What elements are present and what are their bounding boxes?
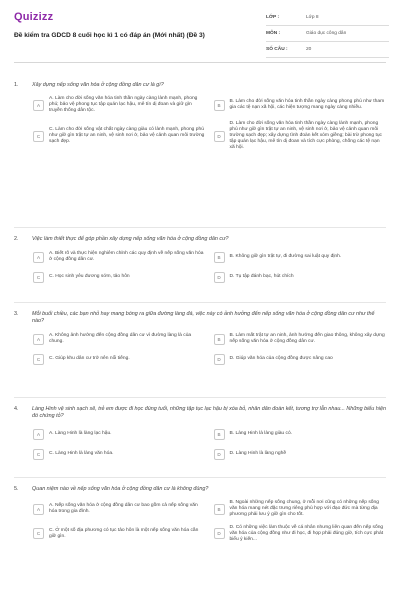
answer-text: A. Làm cho đời sống văn hóa tinh thần ngày càng lành mạnh, phong phú; bảo vệ phong tục tập quán lạc hậu, mê tín dị đoan và giữ gìn truyền thống dân tộc. <box>49 96 198 114</box>
answer-a[interactable] <box>33 250 206 264</box>
document-title: Đề kiểm tra GDCD 8 cuối học kì 1 có đáp án (Mới nhất) (Đề 3) <box>14 32 205 39</box>
answer-letter: D <box>214 272 225 283</box>
answer-d[interactable] <box>214 352 387 366</box>
answer-a[interactable] <box>33 427 206 441</box>
answer-b[interactable] <box>214 96 387 115</box>
answer-letter: C <box>33 528 44 539</box>
answer-letter: A <box>33 252 44 263</box>
answer-b[interactable] <box>214 427 387 441</box>
answer-letter: D <box>214 449 225 460</box>
answer-text: D. Tụ tập đánh bạc, hút chích <box>229 273 294 279</box>
meta-row-subject <box>266 26 389 42</box>
answer-letter: D <box>214 528 225 539</box>
answer-d[interactable] <box>214 525 387 544</box>
answer-c[interactable] <box>33 525 206 544</box>
answer-letter: B <box>214 100 225 111</box>
answer-text: B. Làng Hinh là làng giàu có. <box>229 430 293 436</box>
question-text: Việc làm thiết thực để góp phần xây dựng nếp sống văn hóa ở cộng đồng dân cư? <box>32 236 229 242</box>
question-3 <box>14 311 386 366</box>
answer-text: C. Làng Hinh là làng văn hóa. <box>49 450 114 456</box>
answer-text: C. Giúp khu dân cư trở nên nổi tiếng. <box>49 355 130 361</box>
answer-letter: B <box>214 504 225 515</box>
answer-text: B. Làm mất trật tự an ninh, ảnh hưởng đến giao thông, không xây dựng nếp sống văn hóa ở cộng đồng dân cư. <box>229 332 385 344</box>
question-divider <box>14 227 386 228</box>
answer-d[interactable] <box>214 270 387 284</box>
header <box>0 0 400 62</box>
answer-letter: B <box>214 429 225 440</box>
answer-letter: A <box>33 429 44 440</box>
question-text: Mỗi buổi chiều, các bạn nhỏ hay mang bóng ra giữa đường làng đá, việc này có ảnh hưởng đến nếp sống văn hóa ở cộng đồng dân cư như thế nào? <box>32 311 375 324</box>
answer-text: A. Không ảnh hưởng đến cộng đồng dân cư vì đường làng là của chung. <box>49 332 192 344</box>
answer-c[interactable] <box>33 121 206 152</box>
question-4 <box>14 406 386 461</box>
question-number: 1. <box>14 82 19 88</box>
answer-d[interactable] <box>214 447 387 461</box>
question-text: Làng Hinh vệ sinh sạch sẽ, trẻ em được đi học đúng tuổi, những tập tục lạc hậu bị xóa bỏ, nhân dân đoàn kết, tương trợ lẫn nhau... Những biểu hiện đó chứng tỏ? <box>32 406 386 419</box>
answer-text: B. Không giữ gìn trật tự, đi đường sai luật quy định. <box>229 253 342 259</box>
brand-logo: Quizizz <box>14 11 54 23</box>
answer-letter: A <box>33 504 44 515</box>
answer-letter: C <box>33 131 44 142</box>
answer-a[interactable] <box>33 500 206 519</box>
answer-b[interactable] <box>214 250 387 264</box>
answer-b[interactable] <box>214 500 387 519</box>
meta-table <box>266 10 389 58</box>
answer-a[interactable] <box>33 332 206 346</box>
answer-letter: B <box>214 334 225 345</box>
meta-value: 20 <box>306 47 312 52</box>
meta-value: Lớp 8 <box>306 15 319 20</box>
answer-a[interactable] <box>33 96 206 115</box>
answer-text: D. Làm cho đời sống văn hóa tinh thần ngày càng lành mạnh, phong phú như giữ gìn trật tự an ninh, vệ sinh nơi ở, bảo vệ cảnh quan môi trường sạch đẹp; xây dựng tình đoàn kết xóm giềng; bài trừ phong tục tập quán lạc hậu, mê tín dị đoan và tích cực phòng, chống các tệ nạn xã hội. <box>229 120 383 151</box>
answer-text: D. Giúp văn hóa của cộng đồng được nâng cao <box>229 355 333 361</box>
answer-d[interactable] <box>214 121 387 152</box>
meta-label: LỚP : <box>266 15 280 20</box>
answer-text: C. Học sinh yêu đương sớm, tảo hôn <box>49 273 130 279</box>
answer-letter: C <box>33 449 44 460</box>
answer-letter: D <box>214 131 225 142</box>
question-divider <box>14 302 386 303</box>
question-number: 3. <box>14 311 19 317</box>
question-text: Quan niệm nào về nếp sống văn hóa ở cộng đồng dân cư là không đúng? <box>32 486 209 492</box>
header-divider <box>14 62 386 63</box>
answer-text: B. Làm cho đời sống văn hóa tinh thần ngày càng phong phú như tham gia các tệ nạn xã hội, các hiện tượng mang ngày càng nhiều. <box>229 99 385 111</box>
answer-text: C. Ở một số địa phương có tục tảo hôn là một nếp sống văn hóa cần giữ gìn. <box>49 527 199 539</box>
question-number: 4. <box>14 406 19 412</box>
answer-text: A. Biết rõ và thực hiện nghiêm chỉnh các quy định về nếp sống văn hóa ở cộng đồng dân cư. <box>49 250 204 262</box>
answer-text: A. Làng Hinh là làng lạc hậu. <box>49 430 112 436</box>
meta-label: SỐ CÂU : <box>266 47 288 52</box>
answer-text: C. Làm cho đời sống vật chất ngày càng giàu có lành mạnh, phong phú như giữ gìn trật tự an ninh, vệ sinh nơi ở, bảo vệ cảnh quan môi trường sạch đẹp. <box>49 126 205 145</box>
question-divider <box>14 397 386 398</box>
question-1 <box>14 82 386 152</box>
question-divider <box>14 477 386 478</box>
meta-label: MÔN : <box>266 31 281 36</box>
meta-value: Giáo dục công dân <box>306 31 347 36</box>
answer-b[interactable] <box>214 332 387 346</box>
answer-letter: A <box>33 334 44 345</box>
answer-c[interactable] <box>33 447 206 461</box>
question-2 <box>14 236 386 284</box>
answer-c[interactable] <box>33 270 206 284</box>
question-5 <box>14 486 386 543</box>
answer-letter: D <box>214 354 225 365</box>
meta-row-count <box>266 42 389 58</box>
answer-c[interactable] <box>33 352 206 366</box>
question-text: Xây dựng nếp sống văn hóa ở cộng đồng dân cư là gì? <box>32 82 164 88</box>
answer-letter: C <box>33 354 44 365</box>
question-number: 2. <box>14 236 19 242</box>
answer-text: D. Làng Hinh là làng nghề <box>229 450 287 456</box>
question-number: 5. <box>14 486 19 492</box>
answer-letter: B <box>214 252 225 263</box>
answer-text: A. Nếp sống văn hóa ở cộng đồng dân cư bao gồm cả nếp sống văn hóa trong gia đình. <box>49 503 198 515</box>
meta-row-class <box>266 10 389 26</box>
answer-letter: A <box>33 100 44 111</box>
answer-letter: C <box>33 272 44 283</box>
answer-text: B. Ngoài những nếp sống chung, ở mỗi nơi cũng có những nếp sống văn hóa mang nét đặc trưng riêng phù hợp với đạo đức mà từng địa phương phải lưu ý giữ gìn cho tốt. <box>229 500 379 518</box>
answer-text: D. Có những việc làm thuộc về cá nhân nhưng liên quan đến nếp sống văn hóa của cộng đồng như đi học, đi họp phải đúng giờ, tích cực phát biểu ý kiến... <box>229 524 384 543</box>
